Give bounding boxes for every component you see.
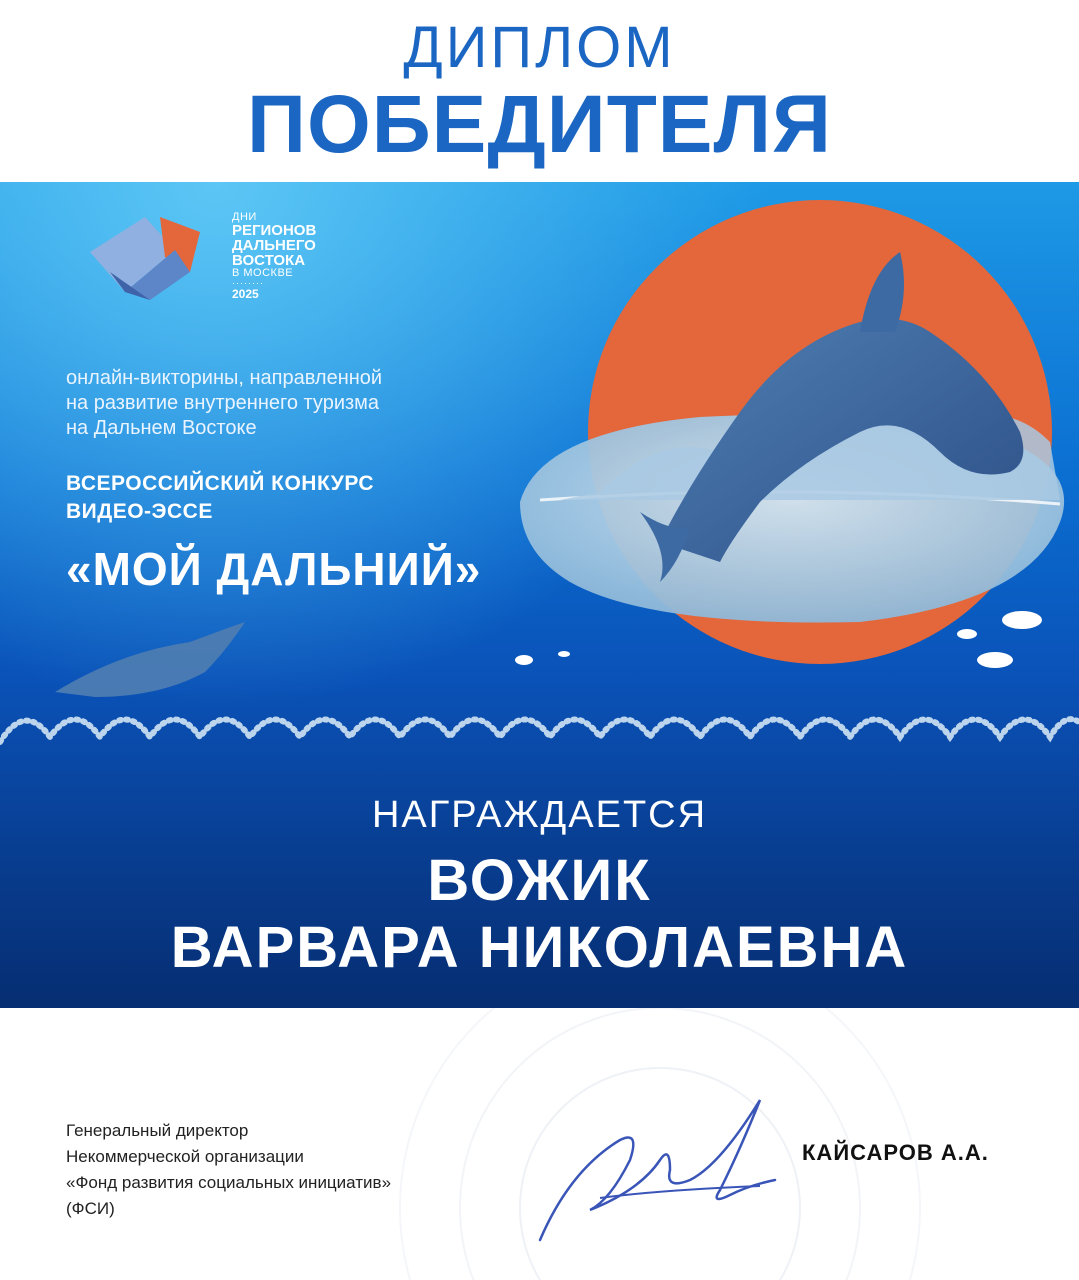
contest-line-1: ВСЕРОССИЙСКИЙ КОНКУРС <box>66 472 374 495</box>
diploma-title-line1: ДИПЛОМ <box>403 15 676 80</box>
signatory-role-line-2: Некоммерческой организации <box>66 1147 304 1166</box>
fish-5 <box>558 651 570 657</box>
logo-regions: РЕГИОНОВ <box>232 222 317 239</box>
fish-1 <box>1002 611 1042 629</box>
contest-title <box>66 470 374 526</box>
handwritten-signature <box>530 1090 780 1250</box>
logo-far: ДАЛЬНЕГО <box>232 237 316 254</box>
illustration-band <box>0 182 1079 1008</box>
signatory-role-line-4: (ФСИ) <box>66 1199 115 1218</box>
winner-surname: ВОЖИК <box>427 848 652 913</box>
quiz-description <box>66 366 382 441</box>
winner-given-names: ВАРВАРА НИКОЛАЕВНА <box>170 915 909 980</box>
logo-days: ДНИ <box>232 211 257 223</box>
logo-text <box>232 212 316 300</box>
description-line-3: на Дальнем Востоке <box>66 417 257 439</box>
logo-east: ВОСТОКА <box>232 252 306 269</box>
logo-in-moscow: В МОСКВЕ <box>232 267 294 279</box>
wave-line <box>0 719 1079 742</box>
description-line-2: на развитие внутреннего туризма <box>66 392 380 414</box>
logo-dots: ········ <box>232 278 264 288</box>
awarded-label: НАГРАЖДАЕТСЯ <box>371 794 708 836</box>
fish-4 <box>515 655 533 665</box>
signatory-role <box>66 1118 391 1222</box>
fish-2 <box>977 652 1013 668</box>
small-whale <box>55 622 245 697</box>
contest-line-2: ВИДЕО-ЭССЕ <box>66 500 213 523</box>
contest-name: «МОЙ ДАЛЬНИЙ» <box>66 543 482 595</box>
signatory-role-line-3: «Фонд развития социальных инициатив» <box>66 1173 392 1192</box>
fish-3 <box>957 629 977 639</box>
signatory-name: КАЙСАРОВ А.А. <box>802 1140 989 1165</box>
signatory-role-line-1: Генеральный директор <box>66 1121 249 1140</box>
description-line-1: онлайн-викторины, направленной <box>66 367 383 389</box>
diploma-title-line2: ПОБЕДИТЕЛЯ <box>247 79 832 170</box>
logo-year: 2025 <box>232 287 259 301</box>
event-logo <box>90 212 220 302</box>
